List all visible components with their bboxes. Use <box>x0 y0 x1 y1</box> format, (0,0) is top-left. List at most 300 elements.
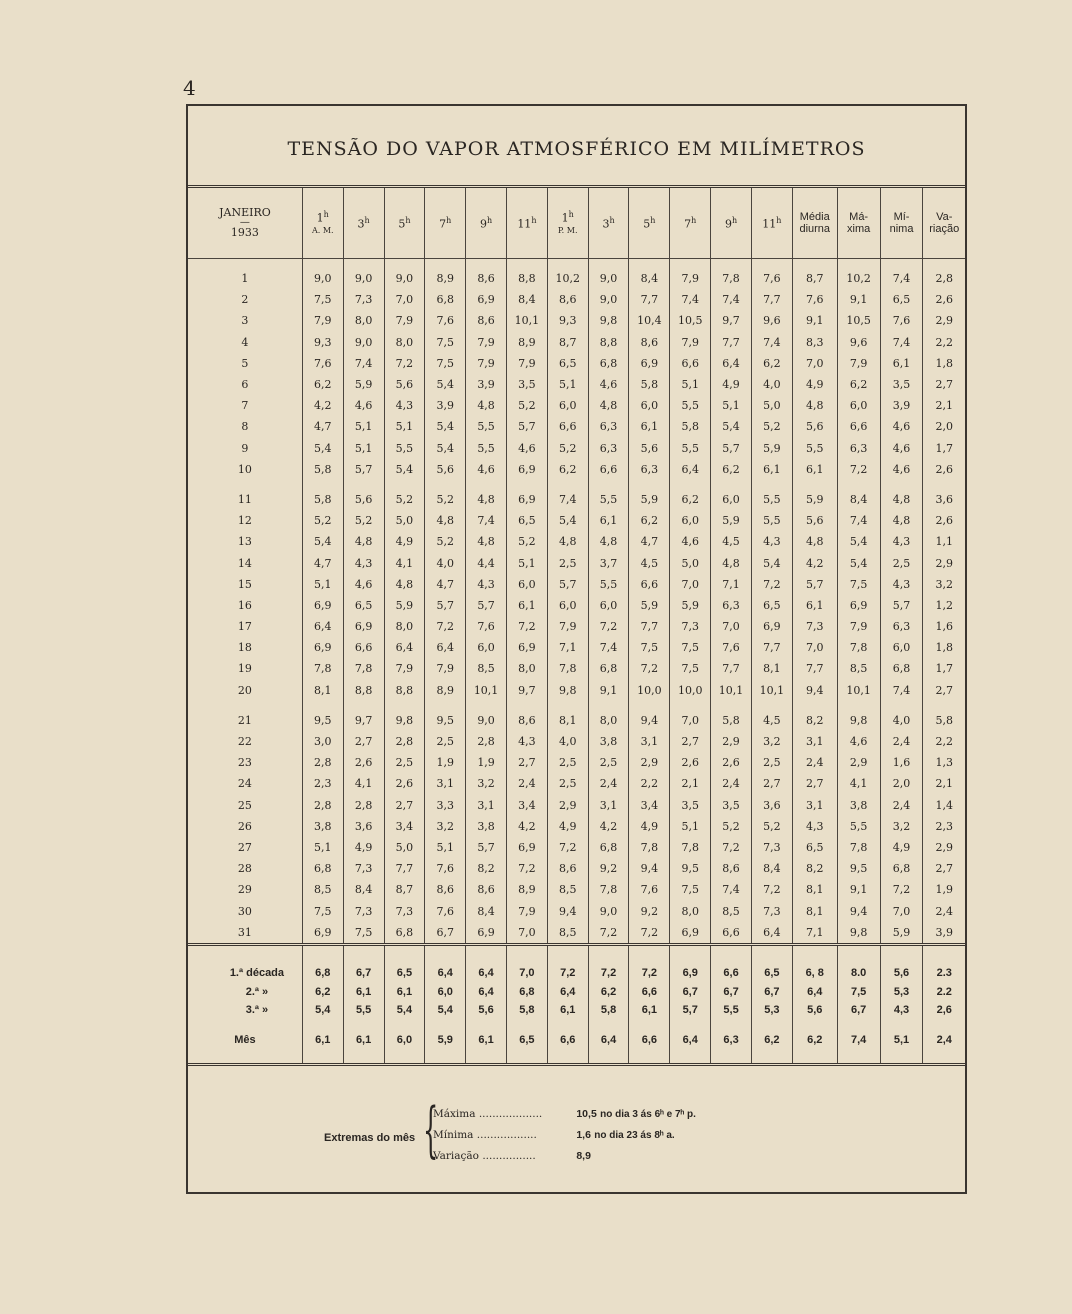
spacer-cell <box>425 259 466 269</box>
value-cell: 1,9 <box>425 752 466 773</box>
value-cell: 9,1 <box>588 680 629 701</box>
spacer-cell <box>751 259 792 269</box>
spacer-cell <box>880 944 923 964</box>
value-cell: 8,6 <box>466 879 507 900</box>
hour-superscript: h <box>323 209 329 219</box>
value-cell: 5,2 <box>384 489 425 510</box>
value-cell: 2,9 <box>711 731 752 752</box>
value-cell: 5,7 <box>792 574 837 595</box>
value-cell: 9,0 <box>588 289 629 310</box>
value-cell: 2,8 <box>923 268 965 289</box>
value-cell: 7,4 <box>547 489 588 510</box>
maxima-header <box>837 188 880 259</box>
value-cell: 7,0 <box>670 710 711 731</box>
value-cell: 5,4 <box>302 438 343 459</box>
value-cell: 2,6 <box>923 1001 965 1020</box>
value-cell: 5,9 <box>792 489 837 510</box>
extreme-note: no dia 23 ás 8ʰ a. <box>594 1130 675 1141</box>
hour-label: 5 <box>643 217 651 231</box>
hour-label: 1 <box>561 211 569 225</box>
value-cell: 5,4 <box>751 552 792 573</box>
decade-row <box>188 1001 965 1020</box>
value-cell: 9,0 <box>302 268 343 289</box>
media-header-line: diurna <box>799 223 831 235</box>
spacer-cell <box>547 1019 588 1029</box>
spacer-cell <box>425 480 466 489</box>
value-cell: 2,0 <box>880 773 923 794</box>
value-cell: 5,4 <box>425 416 466 437</box>
header-row <box>188 188 965 259</box>
page-title: TENSÃO DO VAPOR ATMOSFÉRICO EM MILÍMETROS <box>287 137 866 160</box>
value-cell: 2,8 <box>343 795 384 816</box>
value-cell: 9,0 <box>588 900 629 921</box>
value-cell: 4,2 <box>792 552 837 573</box>
spacer-cell <box>711 259 752 269</box>
row-label: 1.ª década <box>229 967 285 980</box>
row-label: 25 <box>237 798 252 812</box>
value-cell: 6,2 <box>588 982 629 1001</box>
value-cell: 4,9 <box>547 816 588 837</box>
value-cell: 2,6 <box>384 773 425 794</box>
day-row <box>188 416 965 437</box>
spacer-cell <box>792 1019 837 1029</box>
spacer-cell <box>629 1019 670 1029</box>
value-cell: 7,9 <box>506 900 547 921</box>
value-cell: 4,9 <box>343 837 384 858</box>
value-cell: 6,4 <box>384 637 425 658</box>
minima-header-line: Mí- <box>893 211 910 223</box>
value-cell: 7,5 <box>837 574 880 595</box>
table-body <box>188 259 965 1065</box>
extreme-name: Variação ................ <box>433 1150 536 1162</box>
spacer-cell <box>711 701 752 710</box>
value-cell: 7,8 <box>547 658 588 679</box>
value-cell: 3,8 <box>302 816 343 837</box>
value-cell: 10,4 <box>629 310 670 331</box>
value-cell: 8,3 <box>792 332 837 353</box>
spacer-cell <box>711 1019 752 1029</box>
value-cell: 4,6 <box>670 531 711 552</box>
value-cell: 6,6 <box>670 353 711 374</box>
value-cell: 5,4 <box>837 531 880 552</box>
spacer-cell <box>506 480 547 489</box>
value-cell: 5,4 <box>302 1001 343 1020</box>
value-cell: 7,6 <box>425 858 466 879</box>
value-cell: 3,1 <box>792 795 837 816</box>
value-cell: 1,1 <box>923 531 965 552</box>
value-cell: 10,1 <box>751 680 792 701</box>
value-cell: 4,9 <box>384 531 425 552</box>
value-cell: 9,4 <box>792 680 837 701</box>
hour-header <box>466 188 507 259</box>
decade-row <box>188 982 965 1001</box>
value-cell: 5,4 <box>384 1001 425 1020</box>
value-cell: 5,7 <box>506 416 547 437</box>
value-cell: 2,9 <box>923 310 965 331</box>
value-cell: 7,6 <box>425 310 466 331</box>
value-cell: 3,7 <box>588 552 629 573</box>
value-cell: 10,0 <box>670 680 711 701</box>
value-cell: 3,1 <box>629 731 670 752</box>
value-cell: 8,5 <box>711 900 752 921</box>
value-cell: 9,3 <box>547 310 588 331</box>
spacer-cell <box>792 944 837 964</box>
value-cell: 5,0 <box>384 510 425 531</box>
spacer-cell <box>302 480 343 489</box>
value-cell: 5,7 <box>466 837 507 858</box>
value-cell: 8,6 <box>711 858 752 879</box>
value-cell: 4,8 <box>547 531 588 552</box>
value-cell: 10,0 <box>629 680 670 701</box>
row-label: 1 <box>241 272 249 286</box>
value-cell: 6,9 <box>466 922 507 945</box>
value-cell: 7,9 <box>547 616 588 637</box>
value-cell: 6,4 <box>670 1029 711 1051</box>
value-cell: 8,6 <box>547 858 588 879</box>
value-cell: 7,7 <box>792 658 837 679</box>
value-cell: 6,9 <box>506 837 547 858</box>
value-cell: 7,2 <box>629 658 670 679</box>
value-cell: 4,7 <box>425 574 466 595</box>
spacer-cell <box>588 259 629 269</box>
value-cell: 9,4 <box>547 900 588 921</box>
value-cell: 8,5 <box>302 879 343 900</box>
value-cell: 6,2 <box>629 510 670 531</box>
value-cell: 4,1 <box>384 552 425 573</box>
value-cell: 5,6 <box>384 374 425 395</box>
extreme-minima <box>433 1129 675 1141</box>
value-cell: 8,6 <box>466 268 507 289</box>
spacer-cell <box>384 944 425 964</box>
value-cell: 2,5 <box>384 752 425 773</box>
day-row <box>188 574 965 595</box>
spacer-cell <box>384 259 425 269</box>
row-label: 5 <box>241 356 249 370</box>
value-cell: 6,4 <box>425 964 466 983</box>
value-cell: 10,2 <box>837 268 880 289</box>
spacer-cell <box>384 480 425 489</box>
hour-label: 7 <box>684 217 692 231</box>
value-cell: 6,8 <box>425 289 466 310</box>
value-cell: 7,5 <box>302 289 343 310</box>
spacer-cell <box>923 1019 965 1029</box>
value-cell: 7,7 <box>751 637 792 658</box>
value-cell: 6,5 <box>792 837 837 858</box>
value-cell: 3,9 <box>923 922 965 945</box>
value-cell: 6,6 <box>547 416 588 437</box>
spacer-cell <box>384 1019 425 1029</box>
value-cell: 3,4 <box>384 816 425 837</box>
value-cell: 7,5 <box>425 353 466 374</box>
value-cell: 7,7 <box>629 616 670 637</box>
value-cell: 6,0 <box>837 395 880 416</box>
spacer-cell <box>188 944 302 964</box>
value-cell: 8,5 <box>547 922 588 945</box>
day-row <box>188 879 965 900</box>
value-cell: 2,1 <box>670 773 711 794</box>
value-cell: 10,1 <box>837 680 880 701</box>
value-cell: 2,2 <box>629 773 670 794</box>
value-cell: 3,5 <box>880 374 923 395</box>
value-cell: 7,6 <box>751 268 792 289</box>
value-cell: 5,6 <box>792 510 837 531</box>
value-cell: 6,6 <box>588 459 629 480</box>
value-cell: 7,0 <box>670 574 711 595</box>
spacer-cell <box>792 701 837 710</box>
spacer-cell <box>506 1051 547 1065</box>
value-cell: 7,8 <box>837 837 880 858</box>
value-cell: 5,1 <box>880 1029 923 1051</box>
value-cell: 8,9 <box>506 332 547 353</box>
day-row <box>188 710 965 731</box>
value-cell: 6,5 <box>751 964 792 983</box>
value-cell: 5,6 <box>466 1001 507 1020</box>
value-cell: 3,1 <box>425 773 466 794</box>
extreme-value: 8,9 <box>576 1150 591 1162</box>
value-cell: 8,6 <box>506 710 547 731</box>
spacer-cell <box>837 944 880 964</box>
month-row <box>188 1029 965 1051</box>
value-cell: 7,4 <box>711 879 752 900</box>
hour-superscript: h <box>405 216 411 226</box>
value-cell: 5,3 <box>880 982 923 1001</box>
spacer-cell <box>588 480 629 489</box>
value-cell: 6,2 <box>302 374 343 395</box>
value-cell: 3,1 <box>588 795 629 816</box>
value-cell: 6,6 <box>547 1029 588 1051</box>
value-cell: 3,8 <box>466 816 507 837</box>
value-cell: 2,4 <box>880 731 923 752</box>
value-cell: 7,3 <box>343 900 384 921</box>
spacer-cell <box>670 1051 711 1065</box>
day-row <box>188 816 965 837</box>
spacer-cell <box>506 944 547 964</box>
spacer-cell <box>629 944 670 964</box>
value-cell: 2,3 <box>923 816 965 837</box>
value-cell: 7,9 <box>466 332 507 353</box>
value-cell: 4,3 <box>506 731 547 752</box>
spacer-cell <box>629 259 670 269</box>
row-label: 22 <box>237 735 252 749</box>
value-cell: 7,7 <box>384 858 425 879</box>
row-label: 3 <box>241 314 249 328</box>
value-cell: 2,7 <box>923 680 965 701</box>
value-cell: 6,0 <box>547 395 588 416</box>
value-cell: 7,2 <box>506 858 547 879</box>
row-label: 7 <box>241 399 249 413</box>
value-cell: 6,4 <box>466 982 507 1001</box>
spacer-row <box>188 259 965 269</box>
value-cell: 7,4 <box>880 680 923 701</box>
value-cell: 8,5 <box>837 658 880 679</box>
value-cell: 4,6 <box>880 438 923 459</box>
value-cell: 7,6 <box>629 879 670 900</box>
value-cell: 6,0 <box>588 595 629 616</box>
value-cell: 2,3 <box>302 773 343 794</box>
title-box <box>188 106 965 188</box>
value-cell: 2,4 <box>506 773 547 794</box>
value-cell: 10,1 <box>466 680 507 701</box>
value-cell: 3,3 <box>425 795 466 816</box>
value-cell: 8,0 <box>343 310 384 331</box>
value-cell: 8,8 <box>588 332 629 353</box>
spacer-cell <box>670 944 711 964</box>
value-cell: 5,1 <box>670 816 711 837</box>
value-cell: 2,5 <box>880 552 923 573</box>
spacer-cell <box>547 259 588 269</box>
value-cell: 5,4 <box>711 416 752 437</box>
value-cell: 1,6 <box>880 752 923 773</box>
value-cell: 6,9 <box>302 637 343 658</box>
value-cell: 2,8 <box>384 731 425 752</box>
value-cell: 9,8 <box>547 680 588 701</box>
value-cell: 5,1 <box>670 374 711 395</box>
value-cell: 1,2 <box>923 595 965 616</box>
value-cell: 6,1 <box>343 1029 384 1051</box>
value-cell: 6,0 <box>629 395 670 416</box>
value-cell: 1,7 <box>923 658 965 679</box>
value-cell: 5,2 <box>506 395 547 416</box>
row-label: 31 <box>237 925 252 939</box>
hour-label: 11 <box>517 217 532 231</box>
day-row <box>188 773 965 794</box>
value-cell: 6,4 <box>425 637 466 658</box>
value-cell: 6,2 <box>837 374 880 395</box>
value-cell: 9,8 <box>384 710 425 731</box>
spacer-cell <box>923 259 965 269</box>
minima-header-line: nima <box>889 223 914 235</box>
value-cell: 3,9 <box>466 374 507 395</box>
day-row <box>188 637 965 658</box>
value-cell: 5,4 <box>547 510 588 531</box>
spacer-cell <box>837 1051 880 1065</box>
value-cell: 9,4 <box>837 900 880 921</box>
spacer-cell <box>547 1051 588 1065</box>
spacer-cell <box>302 944 343 964</box>
spacer-cell <box>188 701 302 710</box>
value-cell: 5,0 <box>751 395 792 416</box>
value-cell: 7,5 <box>343 922 384 945</box>
value-cell: 2,9 <box>629 752 670 773</box>
value-cell: 7,9 <box>670 268 711 289</box>
value-cell: 7,9 <box>302 310 343 331</box>
value-cell: 5,2 <box>425 489 466 510</box>
value-cell: 2,9 <box>837 752 880 773</box>
value-cell: 6,1 <box>547 1001 588 1020</box>
spacer-cell <box>425 944 466 964</box>
spacer-cell <box>425 701 466 710</box>
spacer-cell <box>547 944 588 964</box>
value-cell: 2,7 <box>506 752 547 773</box>
value-cell: 4,3 <box>880 574 923 595</box>
spacer-cell <box>343 701 384 710</box>
spacer-cell <box>751 480 792 489</box>
value-cell: 6,1 <box>384 982 425 1001</box>
value-cell: 7,7 <box>751 289 792 310</box>
value-cell: 8,7 <box>547 332 588 353</box>
maxima-header-line: xima <box>847 223 871 235</box>
hour-superscript: h <box>531 216 537 226</box>
value-cell: 2,8 <box>302 795 343 816</box>
spacer-cell <box>425 1019 466 1029</box>
value-cell: 5,5 <box>837 816 880 837</box>
spacer-cell <box>923 944 965 964</box>
value-cell: 8,0 <box>384 616 425 637</box>
spacer-cell <box>880 480 923 489</box>
value-cell: 2.3 <box>923 964 965 983</box>
value-cell: 4,3 <box>384 395 425 416</box>
value-cell: 7,8 <box>588 879 629 900</box>
value-cell: 4,8 <box>792 531 837 552</box>
media-header-line: Média <box>799 211 830 223</box>
value-cell: 5,1 <box>711 395 752 416</box>
spacer-cell <box>880 1051 923 1065</box>
value-cell: 5,1 <box>343 438 384 459</box>
spacer-cell <box>466 701 507 710</box>
value-cell: 4,2 <box>506 816 547 837</box>
value-cell: 7,2 <box>837 459 880 480</box>
value-cell: 6,2 <box>751 353 792 374</box>
spacer-cell <box>343 1051 384 1065</box>
value-cell: 5,9 <box>751 438 792 459</box>
row-label: 14 <box>237 556 252 570</box>
hour-label: 11 <box>762 217 777 231</box>
value-cell: 4,2 <box>588 816 629 837</box>
value-cell: 7,3 <box>343 289 384 310</box>
spacer-cell <box>302 1019 343 1029</box>
value-cell: 5,5 <box>343 1001 384 1020</box>
spacer-cell <box>302 1051 343 1065</box>
value-cell: 8,7 <box>792 268 837 289</box>
hour-superscript: h <box>731 216 738 226</box>
value-cell: 1,9 <box>466 752 507 773</box>
spacer-cell <box>711 1051 752 1065</box>
value-cell: 3,6 <box>751 795 792 816</box>
value-cell: 5,6 <box>792 416 837 437</box>
value-cell: 8,2 <box>466 858 507 879</box>
value-cell: 7,6 <box>466 616 507 637</box>
value-cell: 2,7 <box>923 858 965 879</box>
row-label: 23 <box>237 756 252 770</box>
value-cell: 5,2 <box>711 816 752 837</box>
hour-superscript: h <box>568 209 574 219</box>
value-cell: 3,2 <box>751 731 792 752</box>
value-cell: 5,5 <box>751 510 792 531</box>
value-cell: 2,9 <box>547 795 588 816</box>
value-cell: 5,9 <box>670 595 711 616</box>
value-cell: 6,8 <box>588 353 629 374</box>
value-cell: 6,3 <box>837 438 880 459</box>
value-cell: 4,6 <box>466 459 507 480</box>
value-cell: 6,3 <box>629 459 670 480</box>
value-cell: 4,8 <box>466 489 507 510</box>
value-cell: 9,7 <box>506 680 547 701</box>
value-cell: 5,8 <box>629 374 670 395</box>
value-cell: 2,5 <box>547 752 588 773</box>
value-cell: 7,4 <box>837 1029 880 1051</box>
spacer-row <box>188 1019 965 1029</box>
value-cell: 6,7 <box>670 982 711 1001</box>
value-cell: 4,6 <box>343 395 384 416</box>
row-label: 24 <box>237 777 252 791</box>
value-cell: 8,9 <box>425 268 466 289</box>
value-cell: 6,5 <box>343 595 384 616</box>
value-cell: 4,7 <box>629 531 670 552</box>
value-cell: 6,5 <box>751 595 792 616</box>
minima-header <box>880 188 923 259</box>
value-cell: 6,3 <box>711 595 752 616</box>
spacer-cell <box>466 480 507 489</box>
